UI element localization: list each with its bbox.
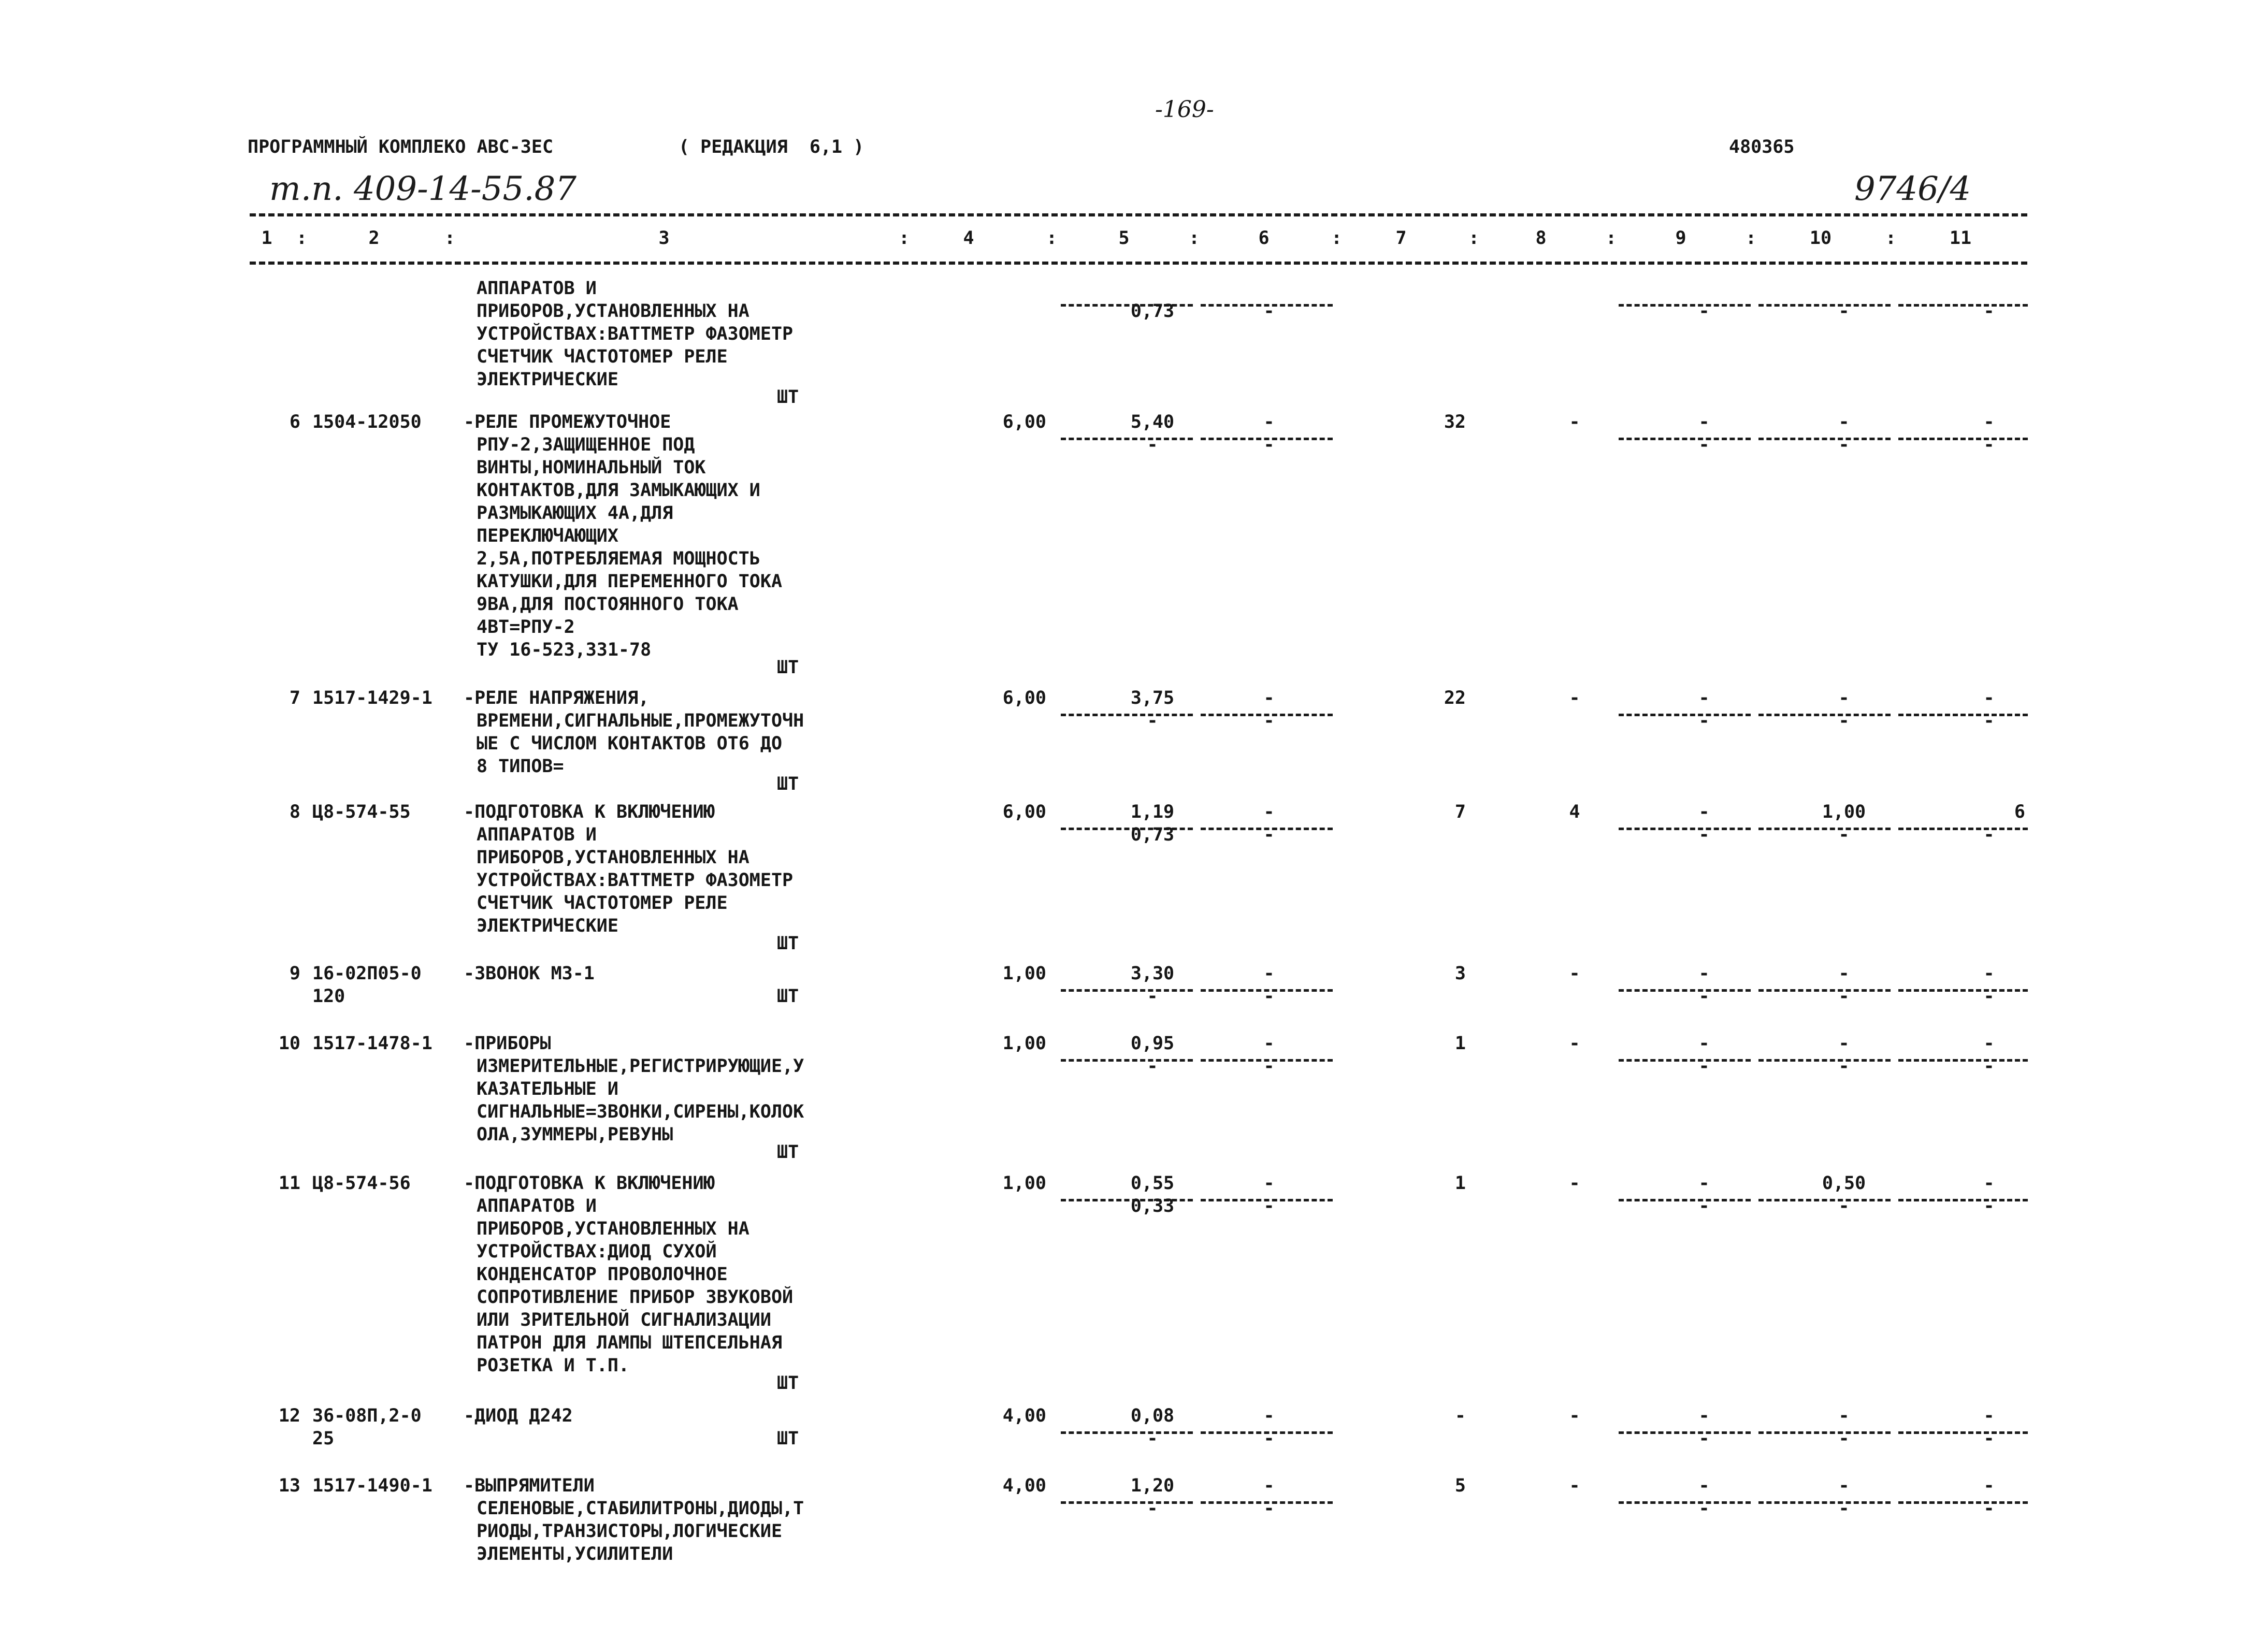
- row-number: 11: [278, 1173, 300, 1194]
- resource-code: 25: [312, 1428, 335, 1449]
- col6-value: -: [1263, 963, 1275, 984]
- description-line: СИГНАЛЬНЫЕ=ЗВОНКИ,СИРЕНЫ,КОЛОК: [477, 1102, 804, 1122]
- description-line: РАЗМЫКАЮЩИХ 4А,ДЛЯ: [477, 503, 673, 524]
- row-number: 9: [289, 963, 300, 984]
- col5-value: 3,30: [1130, 963, 1175, 984]
- program-name: ПРОГРАММНЫЙ КОМПЛЕКО АВС-3ЕС: [248, 137, 554, 157]
- column-separator: :: [899, 228, 910, 249]
- col7-value: 7: [1454, 802, 1466, 822]
- description-line: УСТРОЙСТВАХ:ДИОД СУХОЙ: [477, 1241, 717, 1262]
- unit-label: ШТ: [777, 1142, 799, 1163]
- description-line: СЕЛЕНОВЫЕ,СТАБИЛИТРОНЫ,ДИОДЫ,Т: [477, 1498, 804, 1519]
- resource-code: 1504-12050: [312, 412, 422, 432]
- description-line: -ПОДГОТОВКА К ВКЛЮЧЕНИЮ: [464, 1173, 715, 1194]
- column-separator: :: [1746, 228, 1757, 249]
- col10-secondary: -: [1838, 986, 1850, 1007]
- description-line: ОЛА,ЗУММЕРЫ,РЕВУНЫ: [477, 1124, 673, 1145]
- row-number: 8: [289, 802, 300, 822]
- col11-value: -: [1983, 1405, 1995, 1426]
- column-header-8: 8: [1535, 228, 1547, 249]
- col9-secondary: -: [1698, 434, 1710, 455]
- col6-value: -: [1263, 1405, 1275, 1426]
- description-line: РИОДЫ,ТРАНЗИСТОРЫ,ЛОГИЧЕСКИЕ: [477, 1521, 783, 1542]
- col11-value: 6: [2014, 802, 2025, 822]
- col11-secondary: -: [1983, 1056, 1995, 1077]
- row-number: 10: [278, 1033, 300, 1054]
- unit-label: ШТ: [777, 1373, 799, 1394]
- column-header-10: 10: [1809, 228, 1832, 249]
- col11-secondary: -: [1983, 1498, 1995, 1519]
- row-number: 13: [278, 1475, 300, 1496]
- col10-secondary: -: [1838, 1428, 1850, 1449]
- description-line: СЧЕТЧИК ЧАСТОТОМЕР РЕЛЕ: [477, 346, 728, 367]
- col10-secondary: -: [1838, 434, 1850, 455]
- description-line: -ЗВОНОК МЗ-1: [464, 963, 595, 984]
- col8-value: 4: [1569, 802, 1580, 822]
- document-code: 480365: [1729, 137, 1795, 157]
- quantity-value: 1,00: [1002, 963, 1046, 984]
- col9-value: -: [1698, 963, 1710, 984]
- quantity-value: 1,00: [1002, 1173, 1046, 1194]
- description-line: ПРИБОРОВ,УСТАНОВЛЕННЫХ НА: [477, 847, 749, 868]
- col6-secondary: -: [1263, 1428, 1275, 1449]
- col5-value: 0,08: [1130, 1405, 1175, 1426]
- col11-secondary: -: [1983, 824, 1995, 845]
- column-header-11: 11: [1949, 228, 1972, 249]
- col9-value: -: [1698, 688, 1710, 708]
- col5-secondary: -: [1147, 1056, 1158, 1077]
- column-separator: :: [1189, 228, 1200, 249]
- col8-value: -: [1569, 1405, 1580, 1426]
- quantity-value: 4,00: [1002, 1405, 1046, 1426]
- resource-code: 120: [312, 986, 345, 1007]
- col5-secondary: -: [1147, 1498, 1158, 1519]
- description-line: ПЕРЕКЛЮЧАЮЩИХ: [477, 526, 618, 546]
- resource-code: Ц8-574-55: [312, 802, 411, 822]
- description-line: 4ВТ=РПУ-2: [477, 617, 575, 637]
- description-line: -РЕЛЕ ПРОМЕЖУТОЧНОЕ: [464, 412, 671, 432]
- col9-secondary: -: [1698, 711, 1710, 731]
- col9-secondary: -: [1698, 1056, 1710, 1077]
- col8-value: -: [1569, 1475, 1580, 1496]
- col10-value: -: [1838, 963, 1850, 984]
- edition-label: ( РЕДАКЦИЯ 6,1 ): [679, 137, 864, 157]
- col11-secondary: -: [1983, 1428, 1995, 1449]
- header-bottom-rule: [250, 262, 2027, 265]
- resource-code: 1517-1429-1: [312, 688, 432, 708]
- column-header-7: 7: [1395, 228, 1407, 249]
- description-line: -РЕЛЕ НАПРЯЖЕНИЯ,: [464, 688, 650, 708]
- column-separator: :: [1046, 228, 1058, 249]
- col11-value: -: [1983, 688, 1995, 708]
- col5-value: 1,19: [1130, 802, 1175, 822]
- unit-label: ШТ: [777, 774, 799, 794]
- description-line: КОНДЕНСАТОР ПРОВОЛОЧНОЕ: [477, 1264, 728, 1285]
- col10-secondary: -: [1838, 301, 1850, 322]
- description-line: ЭЛЕКТРИЧЕСКИЕ: [477, 369, 618, 390]
- unit-label: ШТ: [777, 387, 799, 408]
- description-line: -ВЫПРЯМИТЕЛИ: [464, 1475, 595, 1496]
- col11-secondary: -: [1983, 1196, 1995, 1216]
- description-line: РПУ-2,ЗАЩИЩЕННОЕ ПОД: [477, 434, 695, 455]
- description-line: 9ВА,ДЛЯ ПОСТОЯННОГО ТОКА: [477, 594, 739, 615]
- col11-value: -: [1983, 963, 1995, 984]
- description-line: ЭЛЕМЕНТЫ,УСИЛИТЕЛИ: [477, 1544, 673, 1564]
- col9-value: -: [1698, 1475, 1710, 1496]
- description-line: -ПРИБОРЫ: [464, 1033, 551, 1054]
- unit-label: ШТ: [777, 657, 799, 678]
- page-number: -169-: [1155, 96, 1214, 123]
- col6-secondary: -: [1263, 824, 1275, 845]
- column-header-1: 1: [261, 228, 272, 249]
- col5-secondary: -: [1147, 1428, 1158, 1449]
- col9-value: -: [1698, 1173, 1710, 1194]
- description-line: СЧЕТЧИК ЧАСТОТОМЕР РЕЛЕ: [477, 893, 728, 914]
- col11-value: -: [1983, 412, 1995, 432]
- col11-secondary: -: [1983, 986, 1995, 1007]
- description-line: СОПРОТИВЛЕНИЕ ПРИБОР ЗВУКОВОЙ: [477, 1287, 794, 1308]
- col9-secondary: -: [1698, 986, 1710, 1007]
- col11-secondary: -: [1983, 301, 1995, 322]
- description-line: КОНТАКТОВ,ДЛЯ ЗАМЫКАЮЩИХ И: [477, 480, 760, 501]
- unit-label: ШТ: [777, 986, 799, 1007]
- column-separator: :: [1331, 228, 1343, 249]
- description-line: ТУ 16-523,331-78: [477, 640, 652, 660]
- col5-secondary: -: [1147, 711, 1158, 731]
- col10-secondary: -: [1838, 711, 1850, 731]
- col10-value: -: [1838, 1475, 1850, 1496]
- resource-code: 1517-1478-1: [312, 1033, 432, 1054]
- description-line: ВИНТЫ,НОМИНАЛЬНЫЙ ТОК: [477, 457, 706, 478]
- col11-secondary: -: [1983, 711, 1995, 731]
- column-header-3: 3: [658, 228, 670, 249]
- description-line: ПАТРОН ДЛЯ ЛАМПЫ ШТЕПСЕЛЬНАЯ: [477, 1332, 783, 1353]
- col11-value: -: [1983, 1033, 1995, 1054]
- unit-label: ШТ: [777, 1428, 799, 1449]
- col7-value: 5: [1454, 1475, 1466, 1496]
- col7-value: 1: [1454, 1033, 1466, 1054]
- description-line: ЭЛЕКТРИЧЕСКИЕ: [477, 916, 618, 936]
- col10-value: -: [1838, 412, 1850, 432]
- col6-value: -: [1263, 1173, 1275, 1194]
- col9-value: -: [1698, 1033, 1710, 1054]
- col5-value: 1,20: [1130, 1475, 1175, 1496]
- description-line: АППАРАТОВ И: [477, 824, 597, 845]
- col6-secondary: -: [1263, 1498, 1275, 1519]
- col7-value: -: [1454, 1405, 1466, 1426]
- col6-value: -: [1263, 802, 1275, 822]
- row-number: 12: [278, 1405, 300, 1426]
- col7-value: 1: [1454, 1173, 1466, 1194]
- description-line: ВРЕМЕНИ,СИГНАЛЬНЫЕ,ПРОМЕЖУТОЧН: [477, 711, 804, 731]
- resource-code: 1517-1490-1: [312, 1475, 432, 1496]
- description-line: ПРИБОРОВ,УСТАНОВЛЕННЫХ НА: [477, 1219, 749, 1239]
- column-header-4: 4: [963, 228, 974, 249]
- col9-value: -: [1698, 802, 1710, 822]
- description-line: КАТУШКИ,ДЛЯ ПЕРЕМЕННОГО ТОКА: [477, 571, 783, 592]
- header-top-rule: [250, 213, 2027, 216]
- description-line: 8 ТИПОВ=: [477, 756, 564, 777]
- col10-secondary: -: [1838, 824, 1850, 845]
- col5-secondary: -: [1147, 986, 1158, 1007]
- row-number: 6: [289, 412, 300, 432]
- quantity-value: 4,00: [1002, 1475, 1046, 1496]
- col7-value: 32: [1444, 412, 1466, 432]
- sheet-handwritten-note: 9746/4: [1854, 170, 1971, 208]
- col9-secondary: -: [1698, 1498, 1710, 1519]
- column-header-2: 2: [368, 228, 380, 249]
- col11-value: -: [1983, 1475, 1995, 1496]
- col6-value: -: [1263, 412, 1275, 432]
- column-separator: :: [1468, 228, 1480, 249]
- column-header-5: 5: [1118, 228, 1130, 249]
- col5-secondary: 0,73: [1130, 301, 1175, 322]
- column-header-6: 6: [1258, 228, 1270, 249]
- description-line: -ПОДГОТОВКА К ВКЛЮЧЕНИЮ: [464, 802, 715, 822]
- col6-value: -: [1263, 688, 1275, 708]
- col6-secondary: -: [1263, 1056, 1275, 1077]
- column-header-9: 9: [1675, 228, 1686, 249]
- column-separator: :: [1606, 228, 1617, 249]
- col6-value: -: [1263, 1033, 1275, 1054]
- col7-value: 22: [1444, 688, 1466, 708]
- col10-value: -: [1838, 688, 1850, 708]
- col9-value: -: [1698, 412, 1710, 432]
- col10-secondary: -: [1838, 1498, 1850, 1519]
- col7-value: 3: [1454, 963, 1466, 984]
- col5-value: 0,55: [1130, 1173, 1175, 1194]
- description-line: РОЗЕТКА И Т.П.: [477, 1355, 630, 1376]
- quantity-value: 6,00: [1002, 412, 1046, 432]
- resource-code: Ц8-574-56: [312, 1173, 411, 1194]
- resource-code: 36-08П,2-0: [312, 1405, 422, 1426]
- quantity-value: 1,00: [1002, 1033, 1046, 1054]
- description-line: УСТРОЙСТВАХ:ВАТТМЕТР ФАЗОМЕТР: [477, 324, 794, 344]
- resource-code: 16-02П05-0: [312, 963, 422, 984]
- col10-value: 0,50: [1822, 1173, 1866, 1194]
- description-line: АППАРАТОВ И: [477, 1196, 597, 1216]
- col8-value: -: [1569, 688, 1580, 708]
- description-line: КАЗАТЕЛЬНЫЕ И: [477, 1079, 618, 1099]
- tp-handwritten-note: т.п. 409-14-55.87: [269, 170, 576, 208]
- col9-secondary: -: [1698, 824, 1710, 845]
- col6-value: -: [1263, 1475, 1275, 1496]
- col11-value: -: [1983, 1173, 1995, 1194]
- col11-secondary: -: [1983, 434, 1995, 455]
- description-line: -ДИОД Д242: [464, 1405, 573, 1426]
- col5-value: 0,95: [1130, 1033, 1175, 1054]
- column-separator: :: [1885, 228, 1897, 249]
- col9-value: -: [1698, 1405, 1710, 1426]
- column-separator: :: [296, 228, 308, 249]
- unit-label: ШТ: [777, 933, 799, 954]
- col10-value: 1,00: [1822, 802, 1866, 822]
- col8-value: -: [1569, 1033, 1580, 1054]
- col8-value: -: [1569, 963, 1580, 984]
- col10-value: -: [1838, 1405, 1850, 1426]
- col5-value: 3,75: [1130, 688, 1175, 708]
- description-line: 2,5А,ПОТРЕБЛЯЕМАЯ МОЩНОСТЬ: [477, 548, 760, 569]
- description-line: ИЗМЕРИТЕЛЬНЫЕ,РЕГИСТРИРУЮЩИЕ,У: [477, 1056, 804, 1077]
- col5-secondary: 0,33: [1130, 1196, 1175, 1216]
- col6-secondary: -: [1263, 986, 1275, 1007]
- col9-secondary: -: [1698, 1196, 1710, 1216]
- col8-value: -: [1569, 412, 1580, 432]
- description-line: ПРИБОРОВ,УСТАНОВЛЕННЫХ НА: [477, 301, 749, 322]
- description-line: АППАРАТОВ И: [477, 278, 597, 299]
- description-line: УСТРОЙСТВАХ:ВАТТМЕТР ФАЗОМЕТР: [477, 870, 794, 891]
- col5-secondary: 0,73: [1130, 824, 1175, 845]
- col10-secondary: -: [1838, 1196, 1850, 1216]
- col10-secondary: -: [1838, 1056, 1850, 1077]
- quantity-value: 6,00: [1002, 688, 1046, 708]
- description-line: ЫЕ С ЧИСЛОМ КОНТАКТОВ ОТ6 ДО: [477, 733, 783, 754]
- description-line: ИЛИ ЗРИТЕЛЬНОЙ СИГНАЛИЗАЦИИ: [477, 1310, 771, 1330]
- quantity-value: 6,00: [1002, 802, 1046, 822]
- col8-value: -: [1569, 1173, 1580, 1194]
- col9-secondary: -: [1698, 301, 1710, 322]
- col6-secondary: -: [1263, 711, 1275, 731]
- col6-secondary: -: [1263, 1196, 1275, 1216]
- col10-value: -: [1838, 1033, 1850, 1054]
- row-number: 7: [289, 688, 300, 708]
- col5-secondary: -: [1147, 434, 1158, 455]
- col5-value: 5,40: [1130, 412, 1175, 432]
- col6-secondary: -: [1263, 301, 1275, 322]
- col6-secondary: -: [1263, 434, 1275, 455]
- column-separator: :: [444, 228, 456, 249]
- col9-secondary: -: [1698, 1428, 1710, 1449]
